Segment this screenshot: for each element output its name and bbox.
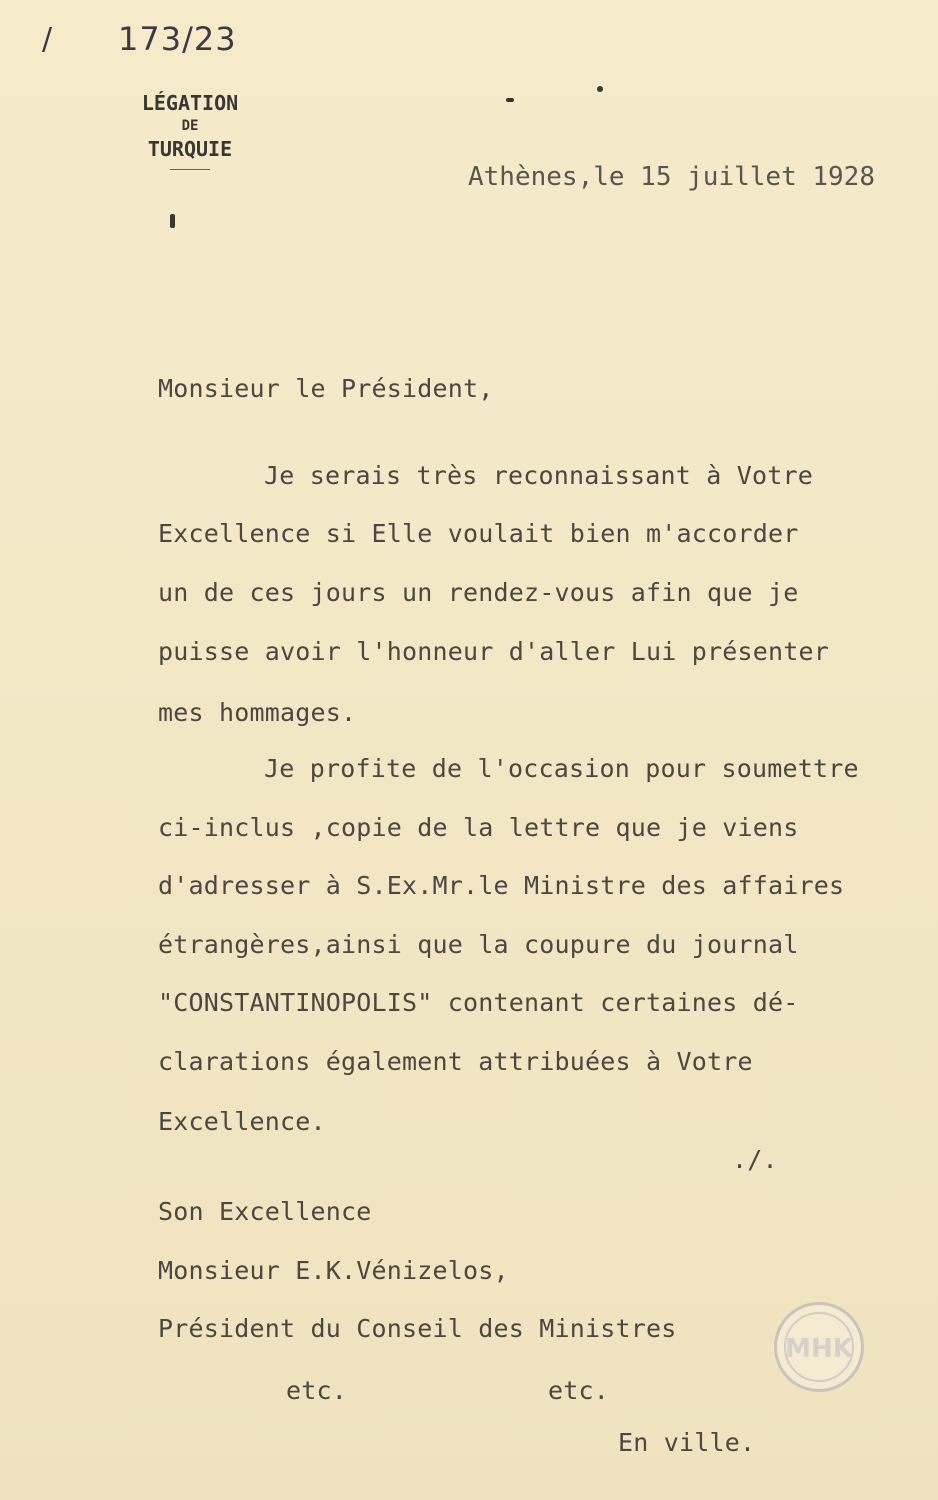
continuation-mark: ./. [732, 1145, 778, 1174]
addressee-location: En ville. [618, 1428, 756, 1457]
salutation: Monsieur le Président, [158, 374, 494, 403]
archive-stamp-graphic [777, 1305, 861, 1389]
body-line: Je profite de l'occasion pour soumettre [264, 754, 859, 783]
ink-mark [506, 98, 514, 102]
archive-stamp [774, 1302, 864, 1392]
letterhead-rule [170, 169, 210, 170]
letterhead-turquie: TURQUIE [147, 136, 233, 161]
body-line: Je serais très reconnaissant à Votre [264, 461, 814, 490]
body-line: Excellence. [158, 1107, 326, 1136]
body-line: "CONSTANTINOPOLIS" contenant certaines dé- [158, 988, 799, 1017]
addressee-title: Son Excellence [158, 1197, 372, 1226]
body-line: Excellence si Elle voulait bien m'accorder [158, 519, 799, 548]
body-line: mes hommages. [158, 698, 357, 727]
addressee-name: Monsieur E.K.Vénizelos, [158, 1256, 509, 1285]
addressee-etc: etc. [286, 1376, 348, 1405]
handwritten-mark: / [42, 22, 53, 57]
letterhead [110, 90, 270, 170]
body-line: ci-inclus ,copie de la lettre que je viens [158, 813, 799, 842]
letterhead-de: DE [181, 118, 199, 134]
body-line: étrangères,ainsi que la coupure du journal [158, 930, 799, 959]
dateline: Athènes,le 15 juillet 1928 [468, 162, 875, 192]
stamp-monogram: ΜΗΚ [785, 1334, 853, 1364]
ink-mark [597, 86, 603, 92]
letterhead-legation: LÉGATION [141, 91, 239, 115]
addressee-etc: etc. [548, 1376, 610, 1405]
body-line: un de ces jours un rendez-vous afin que je [158, 578, 799, 607]
body-line: clarations également attribuées à Votre [158, 1047, 753, 1076]
ink-mark [170, 214, 175, 228]
handwritten-reference: 173/23 [118, 20, 237, 58]
addressee-office: Président du Conseil des Ministres [158, 1314, 677, 1343]
body-line: d'adresser à S.Ex.Mr.le Ministre des affaires [158, 871, 845, 900]
body-line: puisse avoir l'honneur d'aller Lui présenter [158, 637, 830, 666]
